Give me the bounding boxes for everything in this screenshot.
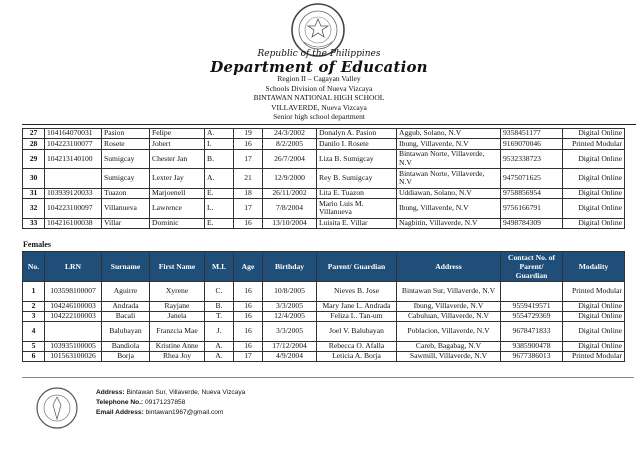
col-header-contact: Contact No. of Parent/ Guardian bbox=[501, 252, 563, 282]
cell-mi: A. bbox=[205, 341, 234, 351]
cell-modality: Digital Online bbox=[563, 188, 625, 198]
cell-contact: 9358451177 bbox=[501, 129, 563, 139]
cell-mi: B. bbox=[205, 149, 234, 169]
cell-contact bbox=[501, 282, 563, 302]
footer-telephone-label: Telephone No.: bbox=[96, 399, 144, 406]
cell-mi: C. bbox=[205, 282, 234, 302]
cell-guardian: Lita E. Tuazon bbox=[317, 188, 397, 198]
cell-first: Dominic bbox=[150, 218, 205, 228]
cell-age: 16 bbox=[234, 282, 263, 302]
division-label: Schools Division of Nueva Vizcaya bbox=[265, 83, 373, 93]
cell-modality: Digital Online bbox=[563, 218, 625, 228]
cell-contact: 9554729369 bbox=[501, 311, 563, 321]
cell-mi: A. bbox=[205, 129, 234, 139]
cell-no: 27 bbox=[23, 129, 45, 139]
cell-modality: Digital Online bbox=[563, 301, 625, 311]
cell-contact: 9559419571 bbox=[501, 301, 563, 311]
col-header-no: No. bbox=[23, 252, 45, 282]
cell-birthday: 10/8/2005 bbox=[263, 282, 317, 302]
cell-contact: 9532338723 bbox=[501, 149, 563, 169]
table-row bbox=[23, 322, 625, 342]
table-row bbox=[23, 199, 625, 219]
school-logo-icon bbox=[35, 386, 79, 430]
col-header-mi: M.I. bbox=[205, 252, 234, 282]
cell-lrn: 104213140100 bbox=[45, 149, 102, 169]
cell-first: Kristine Anne bbox=[150, 341, 205, 351]
cell-birthday: 12/9/2000 bbox=[263, 169, 317, 189]
cell-no: 28 bbox=[23, 139, 45, 149]
cell-birthday: 26/11/2002 bbox=[263, 188, 317, 198]
col-header-first-name: First Name bbox=[150, 252, 205, 282]
cell-guardian: Liza B. Sumigcay bbox=[317, 149, 397, 169]
footer-email-value: bintawan1967@gmail.com bbox=[145, 409, 224, 416]
cell-modality: Digital Online bbox=[563, 129, 625, 139]
col-header-surname: Surname bbox=[102, 252, 150, 282]
cell-modality: Digital Online bbox=[563, 322, 625, 342]
cell-birthday: 4/9/2004 bbox=[263, 352, 317, 362]
table-row bbox=[23, 188, 625, 198]
cell-first: Janela bbox=[150, 311, 205, 321]
cell-lrn: 104223100077 bbox=[45, 139, 102, 149]
cell-address: Ibung, Villaverde, N.V bbox=[397, 199, 501, 219]
females-header-row bbox=[23, 252, 625, 282]
cell-surname: Villanueva bbox=[102, 199, 150, 219]
cell-age: 16 bbox=[234, 139, 263, 149]
col-header-guardian: Parent/ Guardian bbox=[317, 252, 397, 282]
cell-lrn: 104164070031 bbox=[45, 129, 102, 139]
cell-first: Rhea Joy bbox=[150, 352, 205, 362]
department-title: Department of Education bbox=[210, 58, 428, 76]
cell-contact: 9385900478 bbox=[501, 341, 563, 351]
table-row bbox=[23, 352, 625, 362]
cell-mi: A. bbox=[205, 169, 234, 189]
cell-address: Uddiawan, Solano, N.V bbox=[397, 188, 501, 198]
cell-address: Cabuluan, Villaverde, N.V bbox=[397, 311, 501, 321]
cell-modality: Printed Modular bbox=[563, 139, 625, 149]
cell-no: 3 bbox=[23, 311, 45, 321]
cell-surname: Balubayan bbox=[102, 322, 150, 342]
cell-age: 17 bbox=[234, 352, 263, 362]
cell-mi: B. bbox=[205, 301, 234, 311]
cell-mi: A. bbox=[205, 352, 234, 362]
cell-contact: 9677386013 bbox=[501, 352, 563, 362]
school-location: VILLAVERDE, Nueva Vizcaya bbox=[271, 102, 367, 112]
cell-first: Marjoenell bbox=[150, 188, 205, 198]
footer-email-label: Email Address: bbox=[96, 409, 144, 416]
department-name: Senior high school department bbox=[273, 112, 365, 122]
cell-address: Sawmill, Villaverde, N.V bbox=[397, 352, 501, 362]
cell-surname: Sumigcay bbox=[102, 149, 150, 169]
cell-address: Poblacion, Villaverde, N.V bbox=[397, 322, 501, 342]
cell-first: Chester Jan bbox=[150, 149, 205, 169]
cell-mi: E. bbox=[205, 188, 234, 198]
table-row bbox=[23, 129, 625, 139]
cell-mi: J. bbox=[205, 322, 234, 342]
cell-modality: Digital Online bbox=[563, 149, 625, 169]
footer-address-line bbox=[96, 388, 245, 398]
cell-guardian: Danilo I. Rosete bbox=[317, 139, 397, 149]
cell-no: 2 bbox=[23, 301, 45, 311]
cell-surname: Rosete bbox=[102, 139, 150, 149]
cell-age: 16 bbox=[234, 311, 263, 321]
males-table bbox=[22, 128, 625, 229]
cell-surname: Villar bbox=[102, 218, 150, 228]
cell-lrn: 104222100003 bbox=[45, 311, 102, 321]
cell-address: Bintawan Sur, Villaverde, N.V bbox=[397, 282, 501, 302]
cell-no: 31 bbox=[23, 188, 45, 198]
cell-age: 16 bbox=[234, 301, 263, 311]
cell-guardian: Nieves B. Jose bbox=[317, 282, 397, 302]
cell-no: 33 bbox=[23, 218, 45, 228]
cell-lrn: 104223100097 bbox=[45, 199, 102, 219]
cell-surname: Tuazon bbox=[102, 188, 150, 198]
table-row bbox=[23, 282, 625, 302]
table-row bbox=[23, 169, 625, 189]
table-row bbox=[23, 149, 625, 169]
cell-address: Aggub, Solano, N.V bbox=[397, 129, 501, 139]
cell-first: Jobert bbox=[150, 139, 205, 149]
republic-label: Republic of the Philippines bbox=[257, 49, 381, 59]
footer-email-line bbox=[96, 408, 245, 418]
males-table-body bbox=[23, 129, 625, 229]
cell-first: Xyrene bbox=[150, 282, 205, 302]
cell-guardian: Mary Jane L. Andrada bbox=[317, 301, 397, 311]
cell-address: Nagbitin, Villaverde, N.V bbox=[397, 218, 501, 228]
cell-lrn: 104246100003 bbox=[45, 301, 102, 311]
cell-guardian: Leticia A. Borja bbox=[317, 352, 397, 362]
cell-contact: 9758856954 bbox=[501, 188, 563, 198]
cell-address: Bintawan Norte, Villaverde, N.V bbox=[397, 149, 501, 169]
cell-surname: Sumigcay bbox=[102, 169, 150, 189]
cell-no: 4 bbox=[23, 322, 45, 342]
cell-contact: 9678471833 bbox=[501, 322, 563, 342]
cell-surname: Borja bbox=[102, 352, 150, 362]
cell-surname: Andrada bbox=[102, 301, 150, 311]
cell-guardian: Joel V. Balubayan bbox=[317, 322, 397, 342]
cell-lrn: 103939120033 bbox=[45, 188, 102, 198]
cell-birthday: 3/3/2005 bbox=[263, 322, 317, 342]
cell-birthday: 7/8/2004 bbox=[263, 199, 317, 219]
cell-address: Careb, Bagabag, N.V bbox=[397, 341, 501, 351]
cell-address: Ibung, Villaverde, N.V bbox=[397, 301, 501, 311]
cell-age: 17 bbox=[234, 199, 263, 219]
col-header-age: Age bbox=[234, 252, 263, 282]
col-header-modality: Modality bbox=[563, 252, 625, 282]
cell-first: Rayjane bbox=[150, 301, 205, 311]
cell-surname: Pasion bbox=[102, 129, 150, 139]
school-info-block bbox=[0, 74, 638, 122]
col-header-address: Address bbox=[397, 252, 501, 282]
cell-first: Lexter Jay bbox=[150, 169, 205, 189]
cell-mi: T. bbox=[205, 311, 234, 321]
cell-surname: Aguirre bbox=[102, 282, 150, 302]
cell-birthday: 13/10/2004 bbox=[263, 218, 317, 228]
cell-birthday: 24/3/2002 bbox=[263, 129, 317, 139]
cell-birthday: 12/4/2005 bbox=[263, 311, 317, 321]
cell-no: 30 bbox=[23, 169, 45, 189]
table-row bbox=[23, 301, 625, 311]
cell-guardian: Rebecca O. Afalla bbox=[317, 341, 397, 351]
cell-first: Franzcia Mae bbox=[150, 322, 205, 342]
cell-birthday: 17/12/2004 bbox=[263, 341, 317, 351]
cell-birthday: 8/2/2005 bbox=[263, 139, 317, 149]
table-row bbox=[23, 341, 625, 351]
footer-divider bbox=[22, 377, 634, 378]
cell-no: 6 bbox=[23, 352, 45, 362]
header-divider bbox=[22, 124, 636, 125]
cell-contact: 9498784309 bbox=[501, 218, 563, 228]
school-name: BINTAWAN NATIONAL HIGH SCHOOL bbox=[253, 93, 385, 103]
cell-birthday: 26/7/2004 bbox=[263, 149, 317, 169]
cell-age: 16 bbox=[234, 322, 263, 342]
cell-age: 18 bbox=[234, 188, 263, 198]
table-row bbox=[23, 311, 625, 321]
females-table-body bbox=[23, 282, 625, 362]
cell-guardian: Donalyn A. Pasion bbox=[317, 129, 397, 139]
cell-mi: L. bbox=[205, 199, 234, 219]
cell-address: Ibung, Villaverde, N.V bbox=[397, 139, 501, 149]
col-header-lrn: LRN bbox=[45, 252, 102, 282]
cell-modality: Digital Online bbox=[563, 341, 625, 351]
cell-contact: 9475071625 bbox=[501, 169, 563, 189]
cell-mi: E. bbox=[205, 218, 234, 228]
females-section-label: Females bbox=[23, 240, 51, 249]
cell-no: 1 bbox=[23, 282, 45, 302]
footer-telephone-line bbox=[96, 398, 245, 408]
cell-first: Felipe bbox=[150, 129, 205, 139]
cell-lrn: 101563100026 bbox=[45, 352, 102, 362]
cell-no: 32 bbox=[23, 199, 45, 219]
cell-surname: Bandiola bbox=[102, 341, 150, 351]
females-table bbox=[22, 251, 625, 362]
cell-lrn: 103935100005 bbox=[45, 341, 102, 351]
cell-birthday: 3/3/2005 bbox=[263, 301, 317, 311]
footer-address-label: Address: bbox=[96, 389, 125, 396]
cell-mi: I. bbox=[205, 139, 234, 149]
cell-contact: 9169070046 bbox=[501, 139, 563, 149]
cell-age: 16 bbox=[234, 218, 263, 228]
cell-age: 17 bbox=[234, 149, 263, 169]
footer-telephone-value: 09171237858 bbox=[144, 399, 186, 406]
cell-first: Lawrence bbox=[150, 199, 205, 219]
cell-lrn: 104216100038 bbox=[45, 218, 102, 228]
footer-contact-info bbox=[96, 388, 245, 418]
cell-modality: Printed Modular bbox=[563, 282, 625, 302]
cell-lrn bbox=[45, 322, 102, 342]
cell-modality: Digital Online bbox=[563, 311, 625, 321]
table-row bbox=[23, 218, 625, 228]
cell-lrn bbox=[45, 169, 102, 189]
cell-lrn: 103598100007 bbox=[45, 282, 102, 302]
cell-guardian: Feliza L. Tan-um bbox=[317, 311, 397, 321]
table-row bbox=[23, 139, 625, 149]
cell-guardian: Luisita E. Villar bbox=[317, 218, 397, 228]
cell-surname: Bacali bbox=[102, 311, 150, 321]
cell-guardian: Mario Luis M. Villanueva bbox=[317, 199, 397, 219]
cell-contact: 9756166791 bbox=[501, 199, 563, 219]
cell-age: 16 bbox=[234, 341, 263, 351]
footer-address-value: Bintawan Sur, Villaverde, Nueva Vizcaya bbox=[126, 389, 246, 396]
cell-no: 5 bbox=[23, 341, 45, 351]
col-header-birthday: Birthday bbox=[263, 252, 317, 282]
cell-age: 21 bbox=[234, 169, 263, 189]
cell-address: Bintawan Norte, Villaverde, N.V bbox=[397, 169, 501, 189]
cell-guardian: Rey B. Sumigcay bbox=[317, 169, 397, 189]
cell-modality: Digital Online bbox=[563, 199, 625, 219]
region-label: Region II – Cagayan Valley bbox=[277, 74, 361, 83]
cell-modality: Printed Modular bbox=[563, 352, 625, 362]
cell-modality: Digital Online bbox=[563, 169, 625, 189]
cell-no: 29 bbox=[23, 149, 45, 169]
cell-age: 19 bbox=[234, 129, 263, 139]
